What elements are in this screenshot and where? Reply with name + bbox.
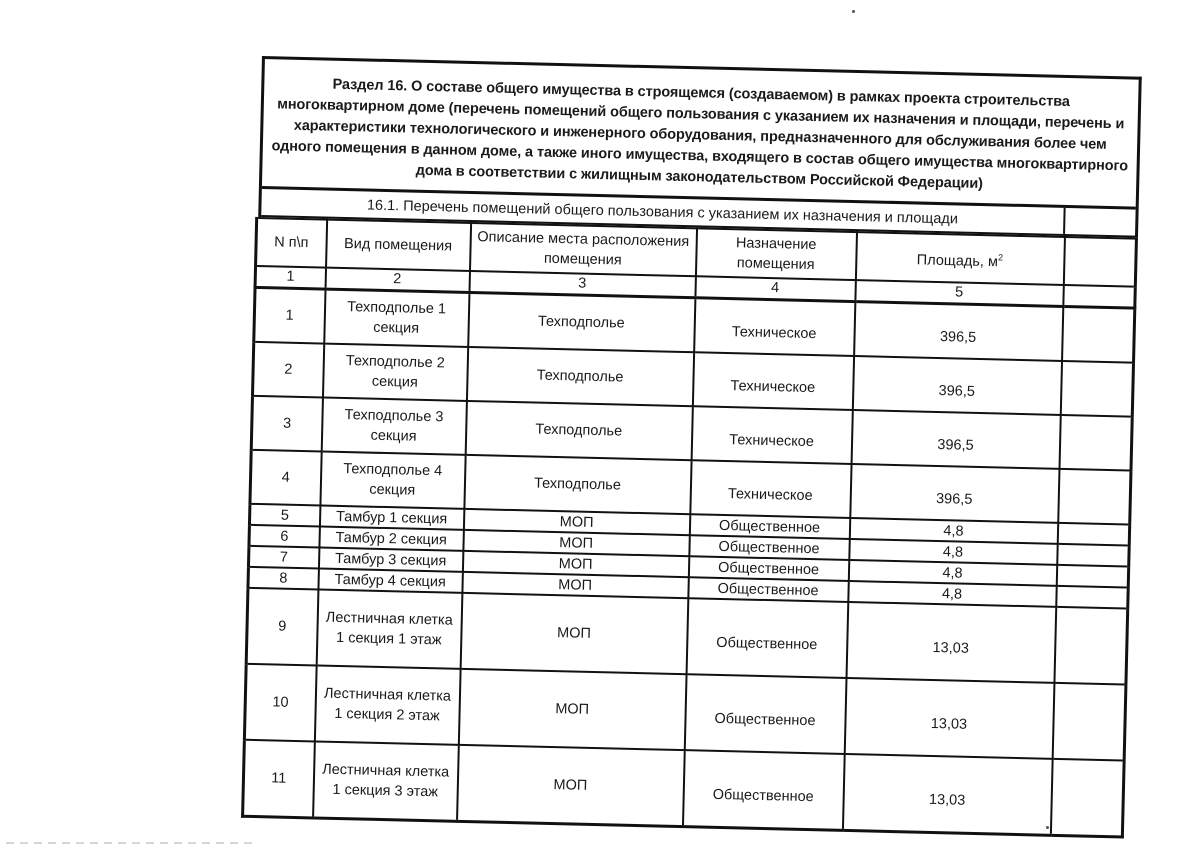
header-area-label: Площадь, м [916,251,999,270]
row-number: 8 [248,567,318,590]
spare-cell [1050,759,1124,837]
common-rooms-table [241,217,1138,839]
spare-cell [1060,361,1133,417]
room-area: 4,8 [848,560,1056,586]
row-number: 4 [250,450,321,506]
room-type: Тамбур 4 секция [318,568,462,592]
room-purpose: Общественное [684,674,846,754]
room-type: Тамбур 2 секция [319,526,463,550]
room-area: 4,8 [849,518,1057,544]
room-type: Лестничная клетка 1 секция 2 этаж [314,665,460,744]
room-area: 13,03 [844,678,1054,759]
header-room-type: Вид помещения [326,220,471,271]
room-location: МОП [458,669,686,750]
room-location: МОП [463,530,689,556]
room-area: 4,8 [848,581,1056,607]
room-location: МОП [463,509,689,535]
room-type: Лестничная клетка 1 секция 1 этаж [316,589,462,668]
row-number: 1 [254,287,325,343]
room-purpose: Общественное [688,556,848,581]
row-number: 9 [246,588,318,666]
header-location: Описание места расположения помещения [469,223,696,276]
scan-speck [852,10,855,13]
room-area: 396,5 [854,302,1063,361]
spare-cell [1062,306,1135,362]
spare-cell [1056,565,1128,588]
header-area-unit-superscript: 2 [997,251,1004,263]
column-number: 3 [469,271,695,298]
room-type: Техподполье 4 секция [320,452,465,509]
spare-cell [1058,469,1131,525]
room-purpose: Техническое [690,460,851,518]
room-type: Техподполье 2 секция [322,344,467,401]
scan-noise [6,842,256,844]
section-frame [258,56,1142,238]
room-purpose: Техническое [694,298,855,356]
row-number: 2 [252,342,323,398]
room-purpose: Общественное [682,750,844,830]
room-area: 396,5 [850,464,1059,523]
spare-cell [1056,586,1128,609]
room-purpose: Общественное [689,514,849,539]
room-location: МОП [460,593,688,674]
room-type: Техподполье 1 секция [324,289,469,347]
spare-cell [1052,683,1126,761]
spare-cell [1057,523,1129,546]
room-purpose: Техническое [691,406,852,464]
header-purpose: Назначение помещения [695,228,856,280]
row-number: 3 [251,396,322,452]
room-location: Техподполье [468,292,695,352]
room-purpose: Техническое [692,352,853,410]
room-type: Лестничная клетка 1 секция 3 этаж [313,741,459,821]
row-number: 5 [249,504,319,527]
column-number: 4 [695,276,855,301]
scanned-document-page [244,56,1142,839]
room-purpose: Общественное [686,598,848,678]
room-area: 396,5 [852,356,1061,415]
room-area: 396,5 [851,410,1060,469]
room-area: 13,03 [842,754,1052,835]
row-number: 11 [243,740,315,818]
room-location: Техподполье [466,347,693,406]
column-number: 5 [855,280,1063,306]
room-type: Тамбур 3 секция [318,547,462,571]
row-number: 7 [248,546,318,569]
header-spare [1063,237,1136,287]
room-purpose: Общественное [689,535,849,560]
room-area: 4,8 [849,539,1057,565]
row-number: 10 [244,664,316,742]
header-area [855,232,1064,285]
spare-cell [1065,208,1136,236]
row-number: 6 [249,525,319,548]
spare-cell [1059,415,1132,471]
room-type: Техподполье 3 секция [321,398,466,455]
header-number: N п\п [256,218,327,268]
room-purpose: Общественное [688,577,848,602]
spare-cell [1057,544,1129,567]
subsection-title: 16.1. Перечень помещений общего пользования с указанием их назначения и площади [261,189,1065,234]
column-number: 2 [325,268,469,293]
room-type: Тамбур 1 секция [319,505,463,529]
column-number: 1 [255,266,325,289]
column-number [1063,285,1135,308]
section-title: Раздел 16. О составе общего имущества в строящемся (создаваемом) в рамках проекта строительства многоквартирном доме (перечень помещений общего пользования с указанием их назначения и площади, перечень и характеристики технологического и инженерного оборудования, предназначенного для обслуживания более чем одного помещения в данном доме, а также иного имущества, входящего в состав общего имущества многоквартирного дома в соответствии с жилищным законодательством Российской Федерации) [262,59,1139,210]
room-area: 13,03 [846,602,1056,683]
room-location: Техподполье [464,455,691,514]
room-location: МОП [462,572,688,598]
spare-cell [1054,607,1128,685]
room-location: МОП [457,745,685,827]
room-location: МОП [462,551,688,577]
room-location: Техподполье [465,401,692,460]
